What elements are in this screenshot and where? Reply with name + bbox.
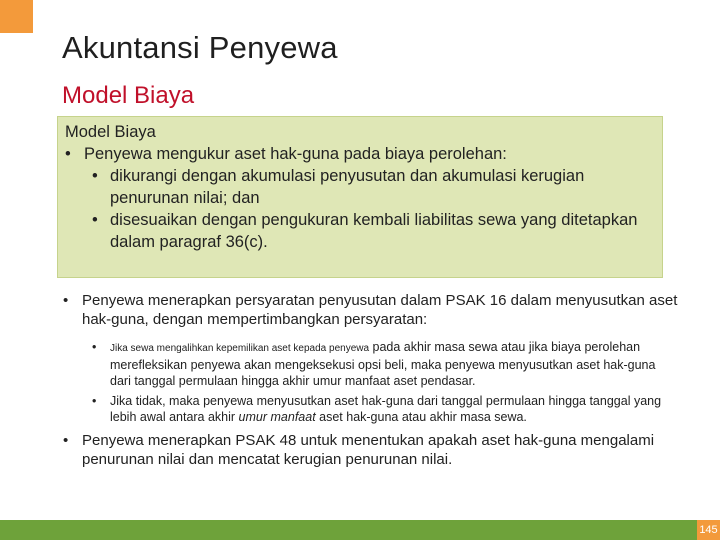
sub-bullet-otherwise-text: aset hak-guna atau akhir masa sewa.	[315, 410, 527, 424]
box-sub2-text: disesuaikan dengan pengukuran kembali liabilitas sewa yang ditetapkan dalam paragraf 36(c).	[110, 211, 638, 251]
box-sub1-text: dan	[405, 167, 443, 185]
footer-bar	[0, 520, 720, 540]
page-number: 145	[697, 520, 720, 540]
term-dikurangi: dikurangi	[110, 167, 177, 185]
bullet-icon: •	[92, 211, 98, 229]
box-heading: Model Biaya	[65, 123, 156, 141]
slide-subtitle: Model Biaya	[62, 82, 195, 109]
term-akumulasi-penyusutan: akumulasi penyusutan	[241, 167, 406, 185]
definition-box	[57, 116, 663, 278]
bullet-icon: •	[63, 292, 69, 309]
sub-bullet-otherwise	[63, 393, 678, 425]
sub-bullet-otherwise-text: Jika tidak, maka penyewa menyusutkan aset hak-guna dari tanggal permulaan hingga tanggal yang lebih awal antara akhir	[110, 394, 662, 424]
main-bullet-1	[63, 291, 678, 329]
box-sub-bullet-1	[65, 165, 656, 209]
main-bullet-list	[63, 291, 678, 469]
bullet-icon: •	[63, 432, 69, 449]
sub-bullet-ownership-lead: Jika sewa mengalihkan kepemilikan aset kepada penyewa	[110, 343, 370, 354]
bullet-icon: •	[65, 145, 71, 163]
slide-title: Akuntansi Penyewa	[62, 30, 338, 65]
sub-bullet-ownership-text: pada akhir masa sewa atau jika biaya perolehan merefleksikan penyewa akan mengeksekusi opsi beli, maka penyewa menyusutkan aset hak-guna dari tanggal permulaan hingga akhir umur manfaat aset pendasar.	[110, 340, 656, 388]
sub-bullet-ownership	[63, 339, 678, 389]
bullet-icon: •	[92, 167, 98, 185]
bullet-icon: •	[92, 394, 97, 408]
box-sub1-text: ; dan	[222, 189, 260, 207]
box-bullet-text: Penyewa mengukur aset hak-guna pada biaya perolehan:	[84, 145, 507, 163]
box-sub1-text: dengan	[176, 167, 242, 185]
corner-accent	[0, 0, 33, 33]
depreciation-sub-list	[63, 339, 678, 425]
bullet-icon: •	[92, 340, 97, 354]
main-bullet-2	[63, 431, 678, 469]
term-akumulasi-kerugian: akumulasi kerugian penurunan nilai	[110, 167, 585, 207]
box-bullet	[65, 143, 656, 165]
main-bullet-1-text: Penyewa menerapkan persyaratan penyusutan dalam PSAK 16 dalam menyusutkan aset hak-guna, dengan mempertimbangkan persyaratan:	[82, 292, 678, 328]
term-umur-manfaat: umur manfaat	[238, 410, 316, 424]
box-sub-bullet-2	[65, 209, 656, 253]
main-bullet-2-text: Penyewa menerapkan PSAK 48 untuk menentukan apakah aset hak-guna mengalami penurunan nilai dan mencatat kerugian penurunan nilai.	[82, 432, 655, 468]
